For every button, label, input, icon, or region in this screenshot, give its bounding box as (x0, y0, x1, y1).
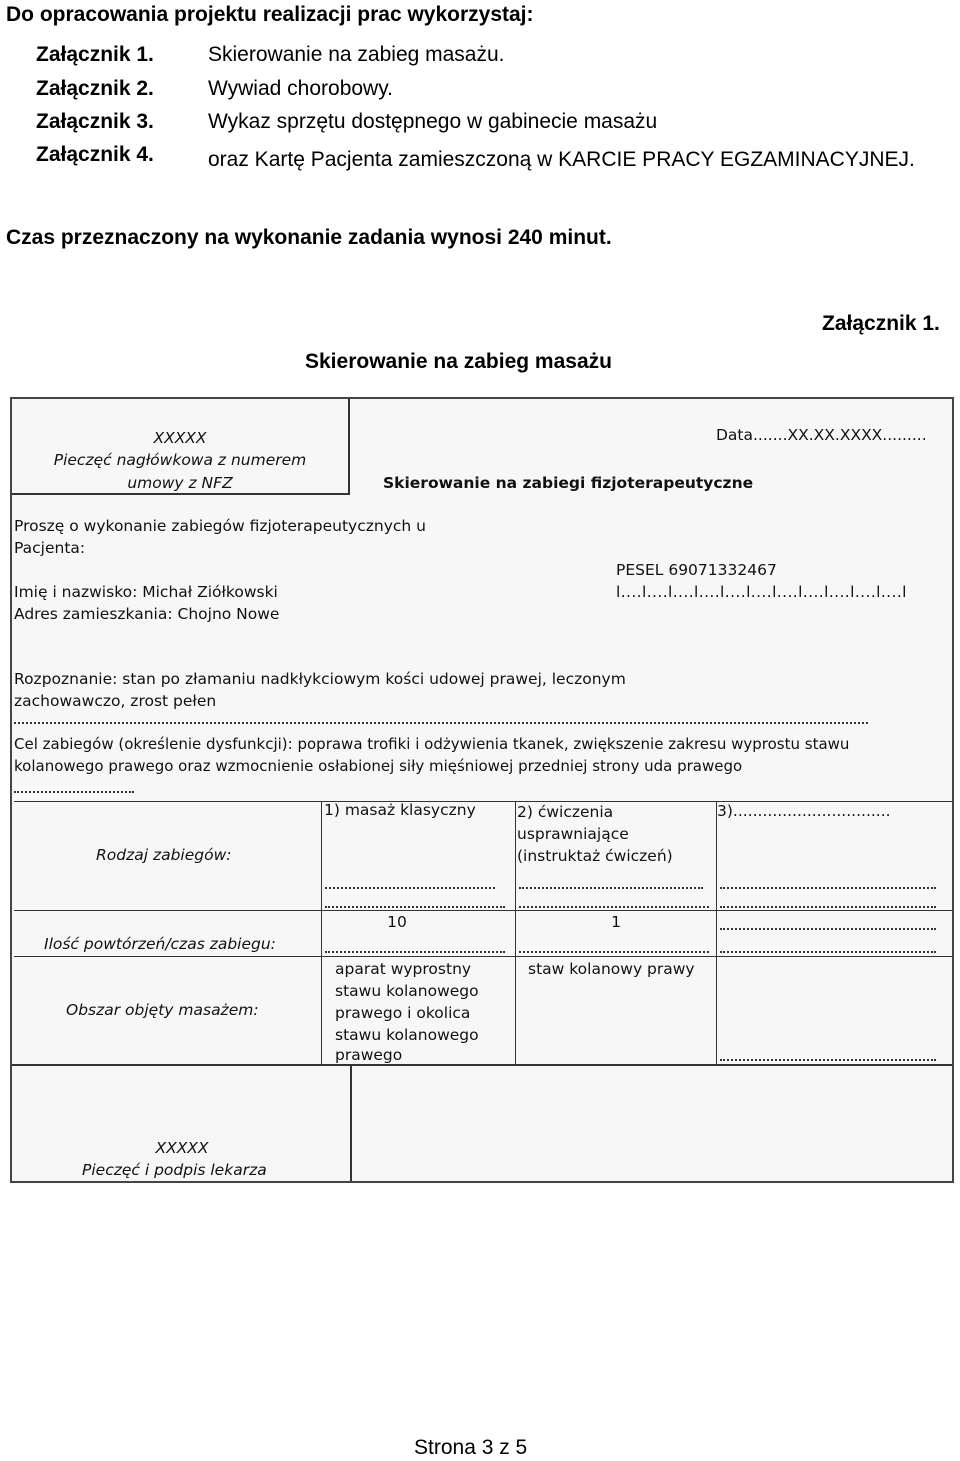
type-dots-1a (325, 887, 495, 889)
reps-dots-3b (720, 951, 936, 953)
pesel-boxes: l....l....l....l....l....l....l....l....l....l....l....l (616, 583, 907, 601)
reps-value-1: 10 (387, 913, 407, 931)
treatment-2-line-1: 2) ćwiczenia (517, 803, 614, 821)
treatment-3: 3)................................ (717, 802, 891, 820)
separator-dots-2 (14, 791, 134, 793)
table-col-1 (321, 801, 322, 1064)
row-label-reps: Ilość powtórzeń/czas zabiegu: (44, 935, 276, 953)
request-line-1: Proszę o wykonanie zabiegów fizjoterapeutycznych u (14, 517, 426, 535)
row-label-type: Rodzaj zabiegów: (96, 846, 232, 864)
stamp-caption-1: Pieczęć nagłówkowa z numerem (53, 451, 307, 469)
stamp-box-right (348, 399, 350, 495)
row-label-area: Obszar objęty masażem: (66, 1001, 259, 1019)
reps-dots-1 (325, 951, 505, 953)
area-1-line-4: stawu kolanowego (335, 1026, 479, 1044)
pesel-number: PESEL 69071332467 (616, 561, 777, 579)
form-title: Skierowanie na zabiegi fizjoterapeutyczne (383, 474, 754, 492)
reps-dots-2 (519, 951, 709, 953)
attachment-text-1: Skierowanie na zabieg masażu. (208, 43, 505, 66)
referral-form (10, 397, 954, 1183)
attachment-label-3: Załącznik 3. (36, 110, 154, 133)
type-dots-3a (720, 887, 936, 889)
type-dots-2a (519, 887, 703, 889)
table-line-2 (14, 910, 954, 911)
area-2: staw kolanowy prawy (528, 960, 695, 978)
reps-dots-3a (720, 928, 936, 930)
area-1-line-2: stawu kolanowego (335, 982, 479, 1000)
diagnosis-line-1: Rozpoznanie: stan po złamaniu nadkłykciowym kości udowej prawej, leczonym (14, 670, 626, 688)
attachment-text-2: Wywiad chorobowy. (208, 77, 393, 100)
treatment-2-line-2: usprawniające (517, 825, 629, 843)
page-footer: Strona 3 z 5 (414, 1436, 528, 1459)
attachment-label-4: Załącznik 4. (36, 143, 154, 166)
area-1-line-1: aparat wyprostny (335, 960, 472, 978)
annex-label: Załącznik 1. (822, 312, 940, 335)
type-dots-1b (325, 906, 505, 908)
doctor-box-divider (350, 1064, 352, 1183)
goal-line-2: kolanowego prawego oraz wzmocnienie osłabionej siły mięśniowej przedniej strony uda prawego (14, 757, 743, 775)
patient-name: Imię i nazwisko: Michał Ziółkowski (14, 583, 278, 601)
area-1-line-3: prawego i okolica (335, 1004, 471, 1022)
table-line-3 (14, 956, 954, 957)
time-note: Czas przeznaczony na wykonanie zadania wynosi 240 minut. (6, 226, 612, 249)
patient-address: Adres zamieszkania: Chojno Nowe (14, 605, 280, 623)
stamp-value: XXXXX (153, 429, 207, 447)
table-col-2 (515, 801, 516, 1064)
stamp-caption-2: umowy z NFZ (127, 474, 233, 492)
attachment-label-2: Załącznik 2. (36, 77, 154, 100)
attachment-text-4: oraz Kartę Pacjenta zamieszczoną w KARCIE PRACY EGZAMINACYJNEJ. (208, 148, 915, 171)
form-date: Data.......XX.XX.XXXX......... (716, 426, 927, 444)
intro-text: Do opracowania projektu realizacji prac wykorzystaj: (6, 3, 534, 26)
area-dots-3 (720, 1059, 936, 1061)
table-col-3 (716, 801, 717, 1064)
type-dots-3b (720, 906, 936, 908)
type-dots-2b (519, 906, 709, 908)
attachment-text-3: Wykaz sprzętu dostępnego w gabinecie masażu (208, 110, 658, 133)
stamp-box-bottom (12, 493, 350, 495)
area-1-line-5: prawego (335, 1046, 403, 1064)
request-line-2: Pacjenta: (14, 539, 86, 557)
separator-dots-1 (14, 722, 868, 724)
doctor-caption: Pieczęć i podpis lekarza (82, 1161, 267, 1179)
treatment-2-line-3: (instruktaż ćwiczeń) (517, 847, 673, 865)
attachment-label-1: Załącznik 1. (36, 43, 154, 66)
table-bottom-line (12, 1064, 954, 1066)
annex-title: Skierowanie na zabieg masażu (305, 350, 612, 373)
goal-line-1: Cel zabiegów (określenie dysfunkcji): poprawa trofiki i odżywienia tkanek, zwiększenie zakresu wyprostu stawu (14, 735, 850, 753)
treatment-1: 1) masaż klasyczny (324, 801, 476, 819)
doctor-stamp-value: XXXXX (155, 1139, 209, 1157)
reps-value-2: 1 (611, 913, 621, 931)
diagnosis-line-2: zachowawczo, zrost pełen (14, 692, 217, 710)
